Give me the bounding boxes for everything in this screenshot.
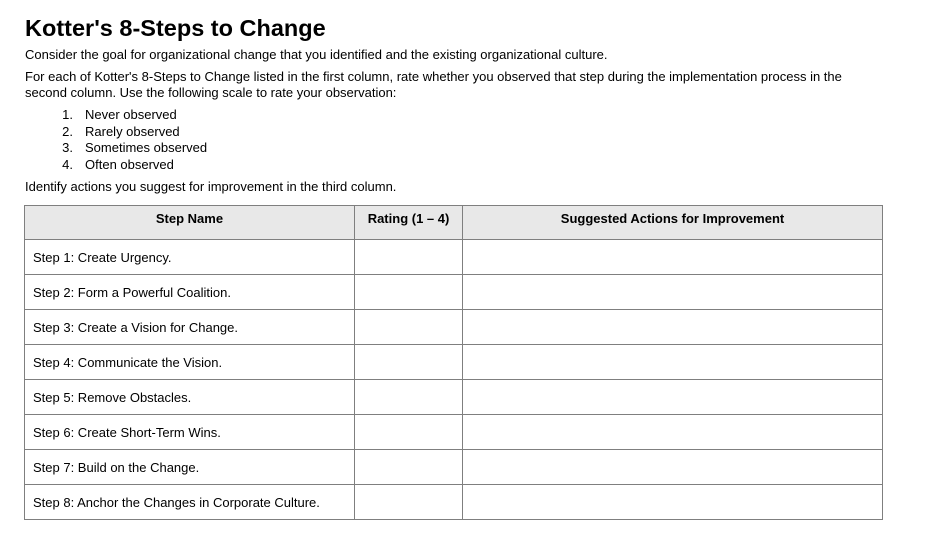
actions-cell[interactable] [463, 450, 883, 485]
table-row [25, 240, 883, 275]
table-row [25, 450, 883, 485]
header-suggested-actions: Suggested Actions for Improvement [463, 206, 883, 240]
document-body [25, 14, 895, 194]
table-header-row [25, 206, 883, 240]
rating-cell[interactable] [355, 240, 463, 275]
page-title: Kotter's 8-Steps to Change [25, 15, 326, 41]
actions-cell[interactable] [463, 240, 883, 275]
table-row [25, 275, 883, 310]
step-name-cell: Step 8: Anchor the Changes in Corporate Culture. [25, 485, 355, 520]
scale-item [25, 107, 895, 124]
actions-cell[interactable] [463, 415, 883, 450]
table-row [25, 310, 883, 345]
rating-cell[interactable] [355, 310, 463, 345]
closing-paragraph: Identify actions you suggest for improvement in the third column. [25, 179, 397, 194]
kotter-steps-table [24, 205, 883, 520]
instructions-paragraph: For each of Kotter's 8-Steps to Change listed in the first column, rate whether you observed that step during the implementation process in the second column. Use the following scale to rate your observation: [25, 69, 842, 100]
scale-item-label: Rarely observed [85, 123, 180, 139]
step-name-cell: Step 7: Build on the Change. [25, 450, 355, 485]
scale-item [25, 140, 895, 157]
step-name-cell: Step 3: Create a Vision for Change. [25, 310, 355, 345]
rating-scale-list [25, 107, 895, 173]
rating-cell[interactable] [355, 275, 463, 310]
table-row [25, 345, 883, 380]
actions-cell[interactable] [463, 345, 883, 380]
step-name-cell: Step 5: Remove Obstacles. [25, 380, 355, 415]
scale-item-number: 1. [62, 107, 73, 122]
scale-item [25, 124, 895, 141]
intro-paragraph: Consider the goal for organizational change that you identified and the existing organizational culture. [25, 47, 608, 62]
actions-cell[interactable] [463, 275, 883, 310]
rating-cell[interactable] [355, 380, 463, 415]
header-rating: Rating (1 – 4) [355, 206, 463, 240]
actions-cell[interactable] [463, 380, 883, 415]
scale-item-number: 4. [62, 156, 73, 172]
actions-cell[interactable] [463, 485, 883, 520]
table-row [25, 415, 883, 450]
scale-item [25, 157, 895, 174]
step-name-cell: Step 4: Communicate the Vision. [25, 345, 355, 380]
scale-item-label: Sometimes observed [85, 140, 208, 155]
header-step-name: Step Name [25, 206, 355, 240]
table-row [25, 380, 883, 415]
rating-cell[interactable] [355, 450, 463, 485]
rating-cell[interactable] [355, 345, 463, 380]
step-name-cell: Step 6: Create Short-Term Wins. [25, 415, 355, 450]
scale-item-number: 2. [62, 123, 73, 139]
rating-cell[interactable] [355, 485, 463, 520]
actions-cell[interactable] [463, 310, 883, 345]
scale-item-label: Often observed [85, 156, 174, 172]
scale-item-label: Never observed [85, 107, 177, 122]
step-name-cell: Step 2: Form a Powerful Coalition. [25, 275, 355, 310]
step-name-cell: Step 1: Create Urgency. [25, 240, 355, 275]
table-row [25, 485, 883, 520]
rating-cell[interactable] [355, 415, 463, 450]
scale-item-number: 3. [62, 140, 73, 155]
